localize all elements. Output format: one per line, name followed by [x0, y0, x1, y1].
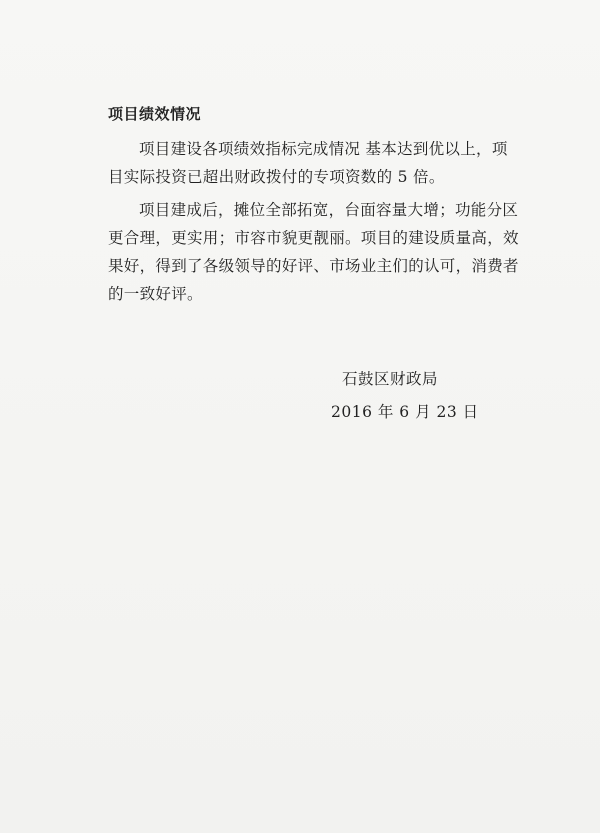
paragraph-line: 更合理，更实用；市容市貌更靓丽。项目的建设质量高，效 — [108, 229, 519, 247]
paragraph-line: 项目建设各项绩效指标完成情况 基本达到优以上，项 — [139, 140, 508, 158]
paragraph-performance — [108, 135, 508, 191]
paragraph-line: 果好，得到了各级领导的好评、市场业主们的认可，消费者 — [108, 257, 519, 275]
issue-date: 2016 年 6 月 23 日 — [331, 403, 479, 421]
paragraph-line: 目实际投资已超出财政拨付的专项资数的 5 倍。 — [108, 168, 445, 186]
paragraph-outcome — [108, 196, 519, 308]
paragraph-line: 项目建成后，摊位全部拓宽，台面容量大增；功能分区 — [139, 201, 519, 219]
paragraph-line: 的一致好评。 — [108, 285, 203, 303]
section-heading: 项目绩效情况 — [108, 105, 202, 123]
issuer-signature: 石鼓区财政局 — [342, 370, 439, 388]
